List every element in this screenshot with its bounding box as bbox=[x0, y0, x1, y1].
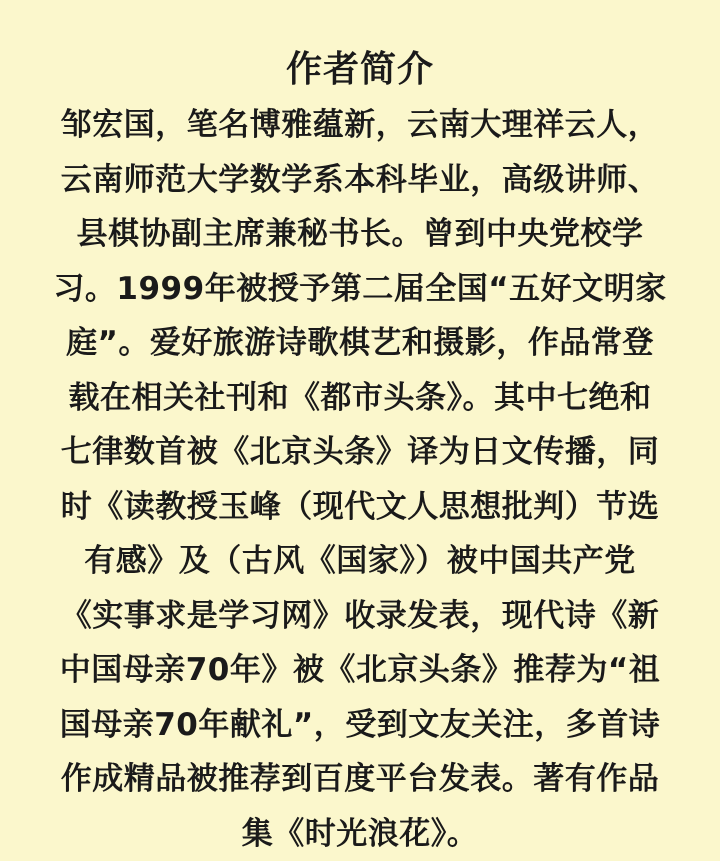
page-title: 作者简介 bbox=[0, 42, 720, 98]
bio-line: 中国母亲70年》被《北京头条》推荐为“祖 bbox=[0, 643, 720, 698]
bio-line: 七律数首被《北京头条》译为日文传播，同 bbox=[0, 425, 720, 480]
bio-line: 时《读教授玉峰（现代文人思想批判）节选 bbox=[0, 480, 720, 535]
bio-line: 国母亲70年献礼”，受到文友关注，多首诗 bbox=[0, 698, 720, 753]
bio-line: 庭”。爱好旅游诗歌棋艺和摄影，作品常登 bbox=[0, 316, 720, 371]
bio-line: 载在相关社刊和《都市头条》。其中七绝和 bbox=[0, 371, 720, 426]
bio-line: 《实事求是学习网》收录发表，现代诗《新 bbox=[0, 589, 720, 644]
author-bio-text bbox=[0, 98, 720, 861]
bio-line: 县棋协副主席兼秘书长。曾到中央党校学 bbox=[0, 207, 720, 262]
bio-line: 作成精品被推荐到百度平台发表。著有作品 bbox=[0, 752, 720, 807]
bio-line: 集《时光浪花》。 bbox=[0, 807, 720, 861]
bio-line: 有感》及（古风《国家》）被中国共产党 bbox=[0, 534, 720, 589]
bio-line: 习。1999年被授予第二届全国“五好文明家 bbox=[0, 262, 720, 317]
bio-line: 云南师范大学数学系本科毕业，高级讲师、 bbox=[0, 153, 720, 208]
bio-line: 邹宏国，笔名博雅蕴新，云南大理祥云人， bbox=[0, 98, 720, 153]
